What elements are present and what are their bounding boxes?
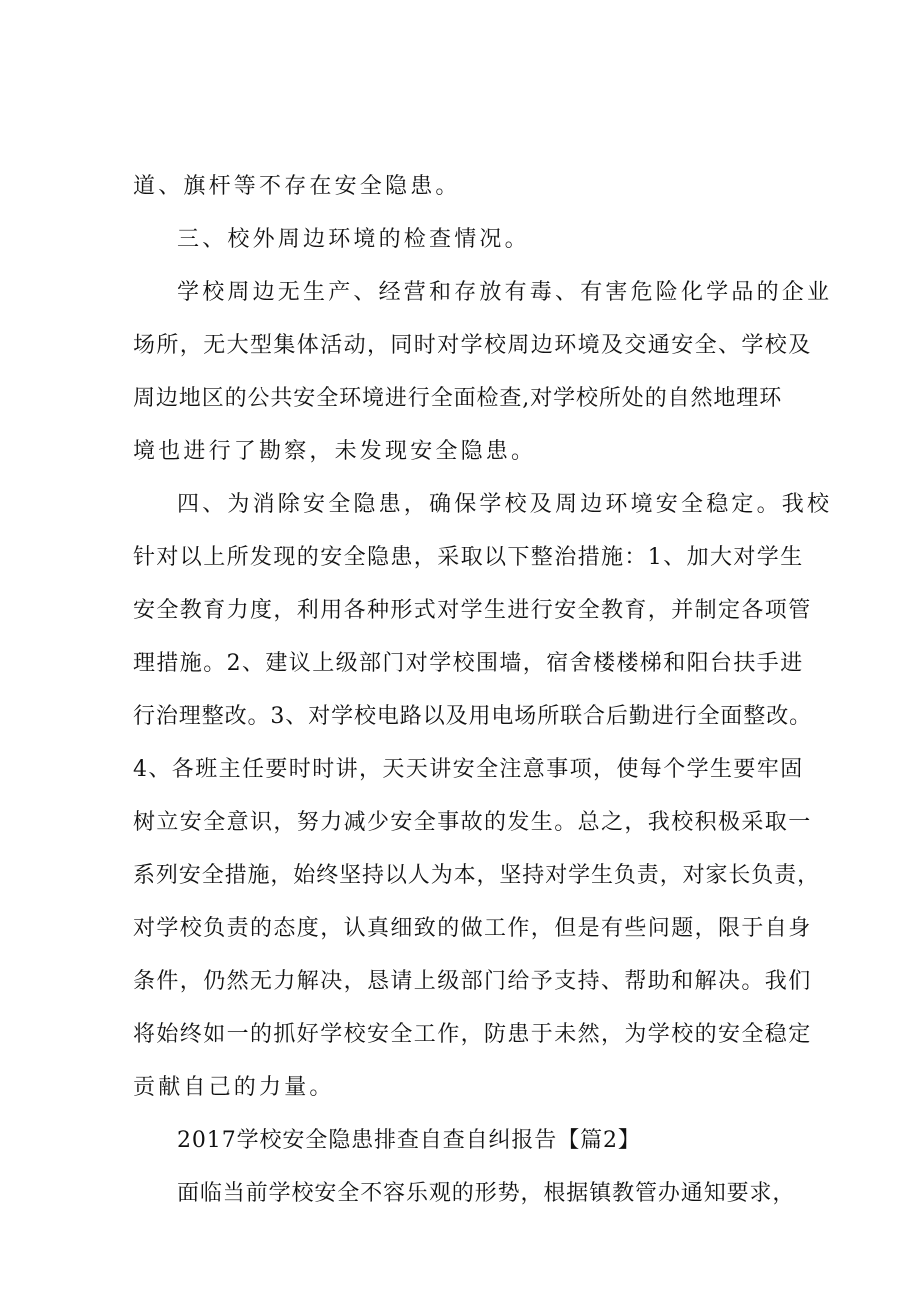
text-line: 场所，无大型集体活动，同时对学校周边环境及交通安全、学校及: [133, 333, 812, 358]
text-line: 周边地区的公共安全环境进行全面检查,对学校所处的自然地理环: [133, 386, 783, 411]
text-line: 道、旗杆等不存在安全隐患。: [133, 174, 461, 199]
article-title: 2017学校安全隐患排查自查自纠报告【篇2】: [177, 1128, 641, 1153]
text-line: 条件，仍然无力解决，恳请上级部门给予支持、帮助和解决。我们: [133, 969, 812, 994]
text-line: 树立安全意识，努力减少安全事故的发生。总之，我校积极采取一: [133, 810, 812, 835]
section-heading-4: 四、为消除安全隐患，确保学校及周边环境安全稳定。我校: [177, 492, 833, 517]
text-line: 安全教育力度，利用各种形式对学生进行安全教育，并制定各项管: [133, 598, 812, 623]
text-line: 行治理整改。3、对学校电路以及用电场所联合后勤进行全面整改。: [133, 704, 812, 729]
text-line: 将始终如一的抓好学校安全工作，防患于未然，为学校的安全稳定: [133, 1022, 812, 1047]
text-line: 4、各班主任要时时讲，天天讲安全注意事项，使每个学生要牢固: [133, 757, 804, 782]
text-line: 面临当前学校安全不容乐观的形势，根据镇教管办通知要求，: [177, 1181, 796, 1206]
section-heading-3: 三、校外周边环境的检查情况。: [177, 227, 530, 252]
text-line: 系列安全措施，始终坚持以人为本，坚持对学生负责，对家长负责，: [133, 863, 821, 888]
text-line: 境也进行了勘察，未发现安全隐患。: [133, 439, 537, 464]
text-line: 对学校负责的态度，认真细致的做工作，但是有些问题，限于自身: [133, 916, 812, 941]
text-line: 针对以上所发现的安全隐患，采取以下整治措施：1、加大对学生: [133, 545, 804, 570]
text-line: 理措施。2、建议上级部门对学校围墙，宿舍楼楼梯和阳台扶手进: [133, 651, 804, 676]
text-line: 贡献自己的力量。: [133, 1075, 335, 1100]
text-line: 学校周边无生产、经营和存放有毒、有害危险化学品的企业: [177, 280, 833, 305]
